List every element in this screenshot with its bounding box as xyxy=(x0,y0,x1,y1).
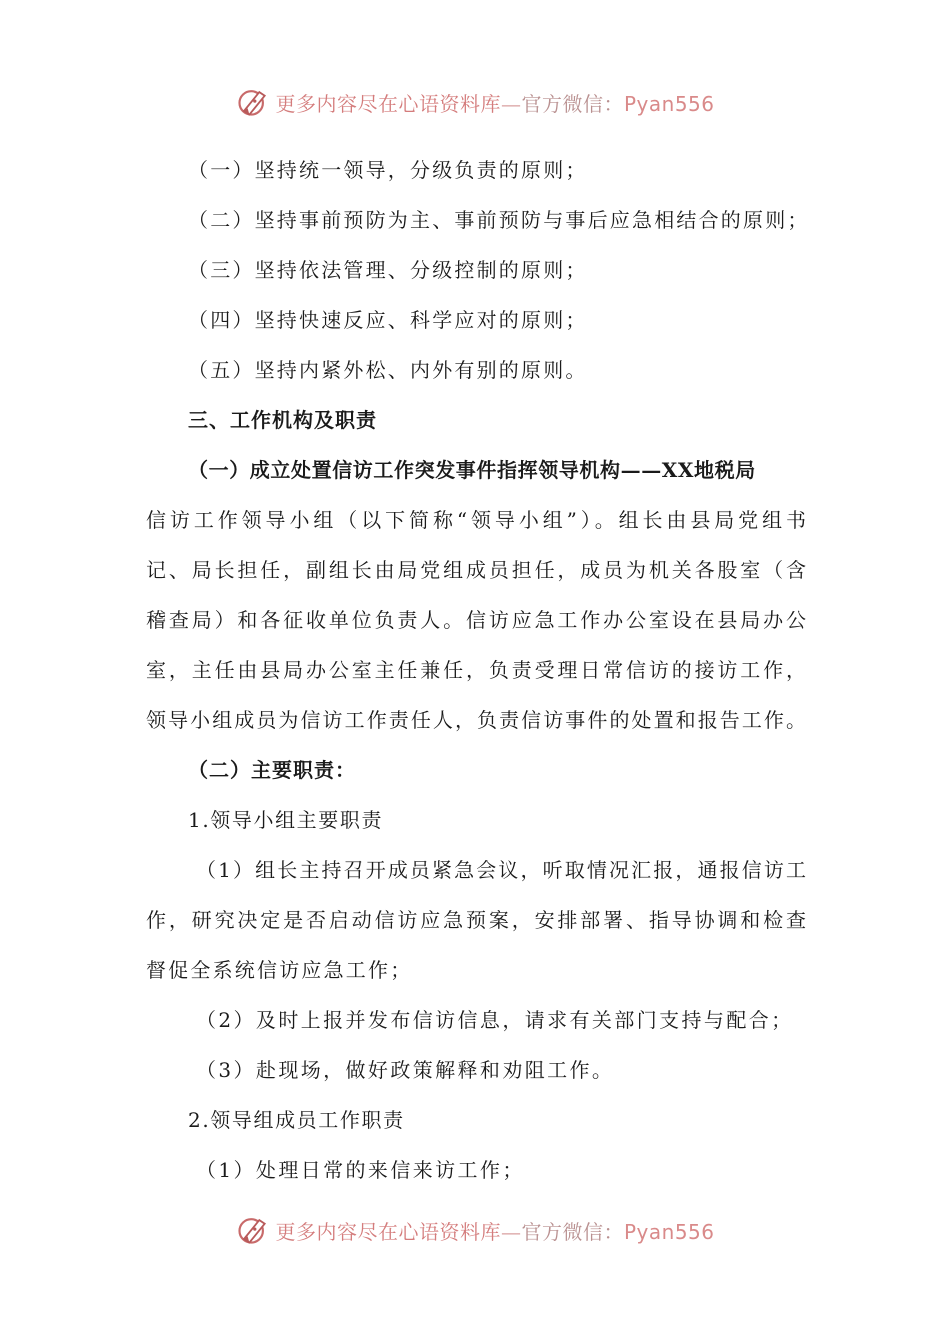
watermark-banner-bottom xyxy=(0,1210,950,1250)
watermark-wechat-label: 官方微信： xyxy=(521,1219,624,1244)
watermark-wechat-id: Pyan556 xyxy=(623,1219,715,1244)
item-2-paragraph-1: （1）处理日常的来信来访工作； xyxy=(196,1158,525,1182)
item-2-title: 2.领导组成员工作职责 xyxy=(188,1108,405,1132)
principle-item-2: （二）坚持事前预防为主、事前预防与事后应急相结合的原则； xyxy=(188,208,810,232)
principle-item-4: （四）坚持快速反应、科学应对的原则； xyxy=(188,308,588,332)
principle-item-5: （五）坚持内紧外松、内外有别的原则。 xyxy=(188,358,588,382)
item-1-paragraph-1-line-1: （1）组长主持召开成员紧急会议，听取情况汇报，通报信访工 xyxy=(196,858,806,882)
principle-item-3: （三）坚持依法管理、分级控制的原则； xyxy=(188,258,588,282)
item-1-title: 1.领导小组主要职责 xyxy=(188,808,384,832)
item-1-paragraph-1-line-3: 督促全系统信访应急工作； xyxy=(146,958,413,982)
watermark-text xyxy=(275,88,714,117)
item-1-paragraph-1-line-2: 作，研究决定是否启动信访应急预案，安排部署、指导协调和检查 xyxy=(146,908,806,932)
watermark-wechat-label: 官方微信： xyxy=(521,91,624,116)
pen-nib-circle-logo-icon xyxy=(235,84,271,120)
subsection-1-line-5: 领导小组成员为信访工作责任人，负责信访事件的处置和报告工作。 xyxy=(146,708,806,732)
watermark-dash: — xyxy=(500,1219,522,1244)
subsection-1-heading: （一）成立处置信访工作突发事件指挥领导机构——XX地税局 xyxy=(188,458,756,482)
watermark-wechat-id: Pyan556 xyxy=(623,91,715,116)
subsection-1-line-1: 信访工作领导小组（以下简称“领导小组”）。组长由县局党组书 xyxy=(146,508,806,532)
watermark-site-name: 更多内容尽在心语资料库 xyxy=(275,91,501,116)
principle-item-1: （一）坚持统一领导，分级负责的原则； xyxy=(188,158,588,182)
watermark-dash: — xyxy=(500,91,522,116)
subsection-2-heading: （二）主要职责： xyxy=(188,758,356,782)
watermark-banner-top xyxy=(0,82,950,122)
pen-nib-circle-logo-icon xyxy=(235,1212,271,1248)
section-heading: 三、工作机构及职责 xyxy=(188,408,377,432)
item-1-paragraph-2: （2）及时上报并发布信访信息，请求有关部门支持与配合； xyxy=(196,1008,794,1032)
watermark-text xyxy=(275,1216,714,1245)
subsection-1-line-3: 稽查局）和各征收单位负责人。信访应急工作办公室设在县局办公 xyxy=(146,608,806,632)
subsection-1-line-4: 室，主任由县局办公室主任兼任，负责受理日常信访的接访工作， xyxy=(146,658,806,682)
item-1-paragraph-3: （3）赴现场，做好政策解释和劝阻工作。 xyxy=(196,1058,615,1082)
watermark-site-name: 更多内容尽在心语资料库 xyxy=(275,1219,501,1244)
subsection-1-line-2: 记、局长担任，副组长由局党组成员担任，成员为机关各股室（含 xyxy=(146,558,806,582)
